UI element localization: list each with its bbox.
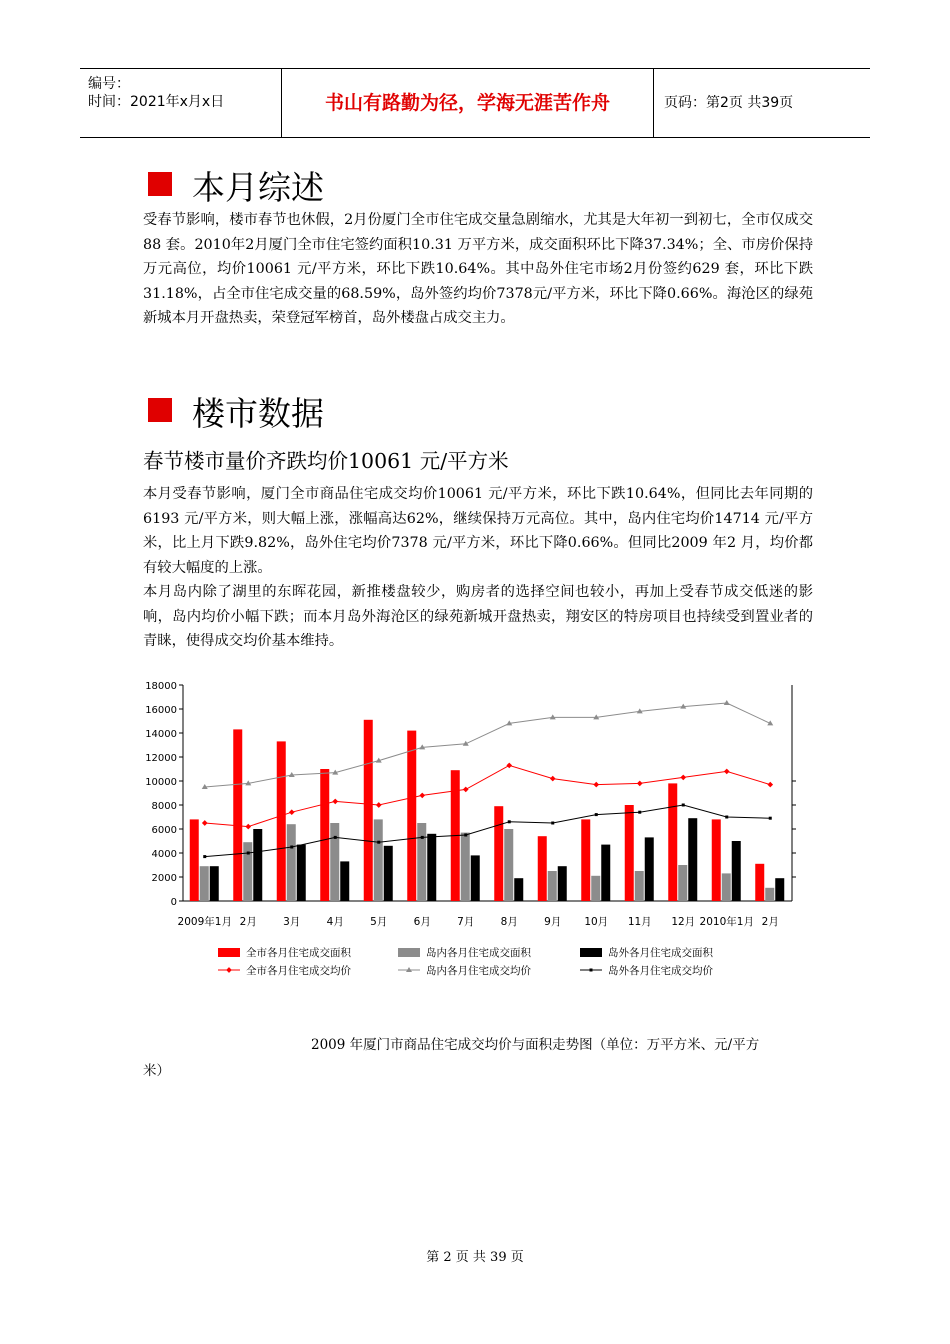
y-tick-label: 16000	[145, 705, 177, 716]
section-title: 楼市数据	[192, 394, 324, 433]
trend-chart	[140, 675, 820, 995]
point-marker	[421, 836, 424, 839]
x-tick-label: 2月	[239, 916, 257, 928]
x-tick-label: 7月	[457, 916, 475, 928]
bar-2	[678, 865, 687, 901]
legend-label: 岛内各月住宅成交均价	[426, 965, 531, 977]
number-label: 编号：	[88, 76, 130, 92]
bar-1	[277, 741, 286, 901]
x-tick-label: 2月	[761, 916, 779, 928]
x-tick-label: 12月	[671, 916, 696, 928]
bar-2	[548, 871, 557, 901]
header-page-info: 页码：第2页 共39页	[664, 95, 794, 111]
y-tick-label: 2000	[151, 873, 177, 884]
caption-line-2: 米）	[143, 1063, 170, 1079]
bar-1	[320, 769, 329, 901]
bar-2	[287, 824, 296, 901]
point-marker	[289, 809, 295, 815]
point-marker	[202, 820, 208, 826]
point-marker	[247, 852, 250, 855]
bar-3	[253, 829, 262, 901]
x-tick-label: 8月	[500, 916, 518, 928]
point-marker	[767, 782, 773, 788]
bar-3	[384, 846, 393, 901]
page-footer: 第 2 页 共 39 页	[426, 1250, 524, 1265]
data-paragraph-1: 本月受春节影响，厦门全市商品住宅成交均价10061 元/平方米，环比下跌10.64%，但同比去年同期的6193 元/平方米，则大幅上涨，涨幅高达62%，继续保持万元高位。其中，岛内住宅均价14714 元/平方米，比上月下跌9.82%，岛外住宅均价7378 元/平方米，环比下降0.66%。但同比2009 年2 月，均价都有较大幅度的上涨。	[143, 486, 813, 576]
point-marker	[769, 817, 772, 820]
y-tick-label: 10000	[145, 777, 177, 788]
legend-label: 全市各月住宅成交面积	[246, 947, 351, 959]
point-marker	[724, 769, 730, 775]
data-paragraphs	[143, 482, 813, 654]
page-header	[80, 68, 870, 138]
x-tick-label: 6月	[413, 916, 431, 928]
legend-label: 岛内各月住宅成交面积	[426, 947, 531, 959]
x-tick-label: 11月	[627, 916, 652, 928]
bar-2	[504, 829, 513, 901]
bar-3	[297, 845, 306, 901]
bar-3	[732, 841, 741, 901]
x-tick-label: 2010年1月	[699, 916, 754, 928]
legend-label: 岛外各月住宅成交均价	[608, 965, 713, 977]
chart-caption	[143, 1032, 803, 1084]
y-tick-label: 14000	[145, 729, 177, 740]
red-square-icon	[148, 172, 172, 196]
legend-label: 全市各月住宅成交均价	[246, 965, 351, 977]
red-square-icon	[148, 398, 172, 422]
section-heading-summary	[148, 162, 324, 209]
point-marker	[551, 822, 554, 825]
point-marker	[463, 787, 469, 793]
point-marker	[680, 775, 686, 781]
bar-1	[755, 864, 764, 901]
line-series-1	[205, 765, 771, 826]
bar-2	[765, 888, 774, 901]
legend-marker	[590, 969, 593, 972]
legend-swatch	[398, 948, 420, 957]
point-marker	[593, 782, 599, 788]
bar-1	[668, 783, 677, 901]
bar-2	[200, 866, 209, 901]
subheading: 春节楼市量价齐跌均价10061 元/平方米	[143, 449, 509, 473]
header-meta	[80, 69, 280, 137]
x-tick-label: 9月	[544, 916, 562, 928]
data-paragraph-2: 本月岛内除了湖里的东晖花园，新推楼盘较少，购房者的选择空间也较小，再加上受春节成交低迷的影响，岛内均价小幅下跌；而本月岛外海沧区的绿苑新城开盘热卖，翔安区的特房项目也持续受到置业者的青睐，使得成交均价基本维持。	[143, 584, 813, 649]
y-tick-label: 0	[170, 897, 177, 908]
point-marker	[595, 813, 598, 816]
point-marker	[376, 802, 382, 808]
y-tick-label: 4000	[151, 849, 177, 860]
bar-2	[243, 842, 252, 901]
bar-2	[722, 873, 731, 901]
bar-3	[427, 834, 436, 901]
point-marker	[332, 799, 338, 805]
y-tick-label: 8000	[151, 801, 177, 812]
legend-swatch	[580, 948, 602, 957]
point-marker	[334, 836, 337, 839]
x-tick-label: 3月	[283, 916, 301, 928]
point-marker	[419, 793, 425, 799]
header-motto: 书山有路勤为径，学海无涯苦作舟	[281, 69, 654, 137]
section-heading-data	[148, 388, 324, 435]
bar-2	[330, 823, 339, 901]
bar-3	[514, 878, 523, 901]
chart-svg	[140, 675, 820, 995]
line-series-2	[205, 703, 771, 787]
point-marker	[682, 804, 685, 807]
point-marker	[290, 846, 293, 849]
caption-line-1: 2009 年厦门市商品住宅成交均价与面积走势图（单位：万平方米、元/平方	[311, 1037, 760, 1053]
point-marker	[464, 834, 467, 837]
bar-1	[190, 819, 199, 901]
y-tick-label: 18000	[145, 681, 177, 692]
legend-marker	[226, 967, 232, 973]
x-tick-label: 5月	[370, 916, 388, 928]
summary-paragraph	[143, 208, 813, 331]
bar-1	[364, 720, 373, 901]
bar-3	[645, 837, 654, 901]
y-tick-label: 6000	[151, 825, 177, 836]
point-marker	[245, 824, 251, 830]
bar-1	[538, 836, 547, 901]
point-marker	[550, 776, 556, 782]
bar-1	[581, 819, 590, 901]
point-marker	[377, 841, 380, 844]
point-marker	[724, 700, 730, 705]
point-marker	[638, 811, 641, 814]
bar-2	[461, 833, 470, 901]
bar-3	[558, 866, 567, 901]
bar-2	[591, 876, 600, 901]
point-marker	[637, 781, 643, 787]
bar-2	[417, 823, 426, 901]
section-title: 本月综述	[192, 168, 324, 207]
bar-1	[233, 729, 242, 901]
y-tick-label: 12000	[145, 753, 177, 764]
x-tick-label: 10月	[584, 916, 609, 928]
point-marker	[203, 855, 206, 858]
point-marker	[725, 816, 728, 819]
bar-2	[635, 871, 644, 901]
bar-3	[688, 818, 697, 901]
bar-3	[210, 866, 219, 901]
x-tick-label: 2009年1月	[177, 916, 232, 928]
bar-1	[625, 805, 634, 901]
legend-swatch	[218, 948, 240, 957]
bar-3	[601, 845, 610, 901]
point-marker	[506, 763, 512, 769]
bar-3	[471, 855, 480, 901]
bar-3	[340, 861, 349, 901]
time-label: 时间：2021年x月x日	[88, 94, 225, 110]
bar-3	[775, 878, 784, 901]
bar-1	[712, 819, 721, 901]
bar-2	[374, 819, 383, 901]
legend-label: 岛外各月住宅成交面积	[608, 947, 713, 959]
bar-1	[494, 806, 503, 901]
summary-text: 受春节影响，楼市春节也休假，2月份厦门全市住宅成交量急剧缩水，尤其是大年初一到初七，全市仅成交88 套。2010年2月厦门全市住宅签约面积10.31 万平方米，成交面积环比下降37.34%；全、市房价保持万元高位，均价10061 元/平方米，环比下跌10.64%。其中岛外住宅市场2月份签约629 套，环比下跌31.18%，占全市住宅成交量的68.59%，岛外签约均价7378元/平方米，环比下降0.66%。海沧区的绿苑新城本月开盘热卖，荣登冠军榜首，岛外楼盘占成交主力。	[143, 212, 813, 326]
point-marker	[508, 820, 511, 823]
bar-1	[407, 731, 416, 901]
x-tick-label: 4月	[326, 916, 344, 928]
